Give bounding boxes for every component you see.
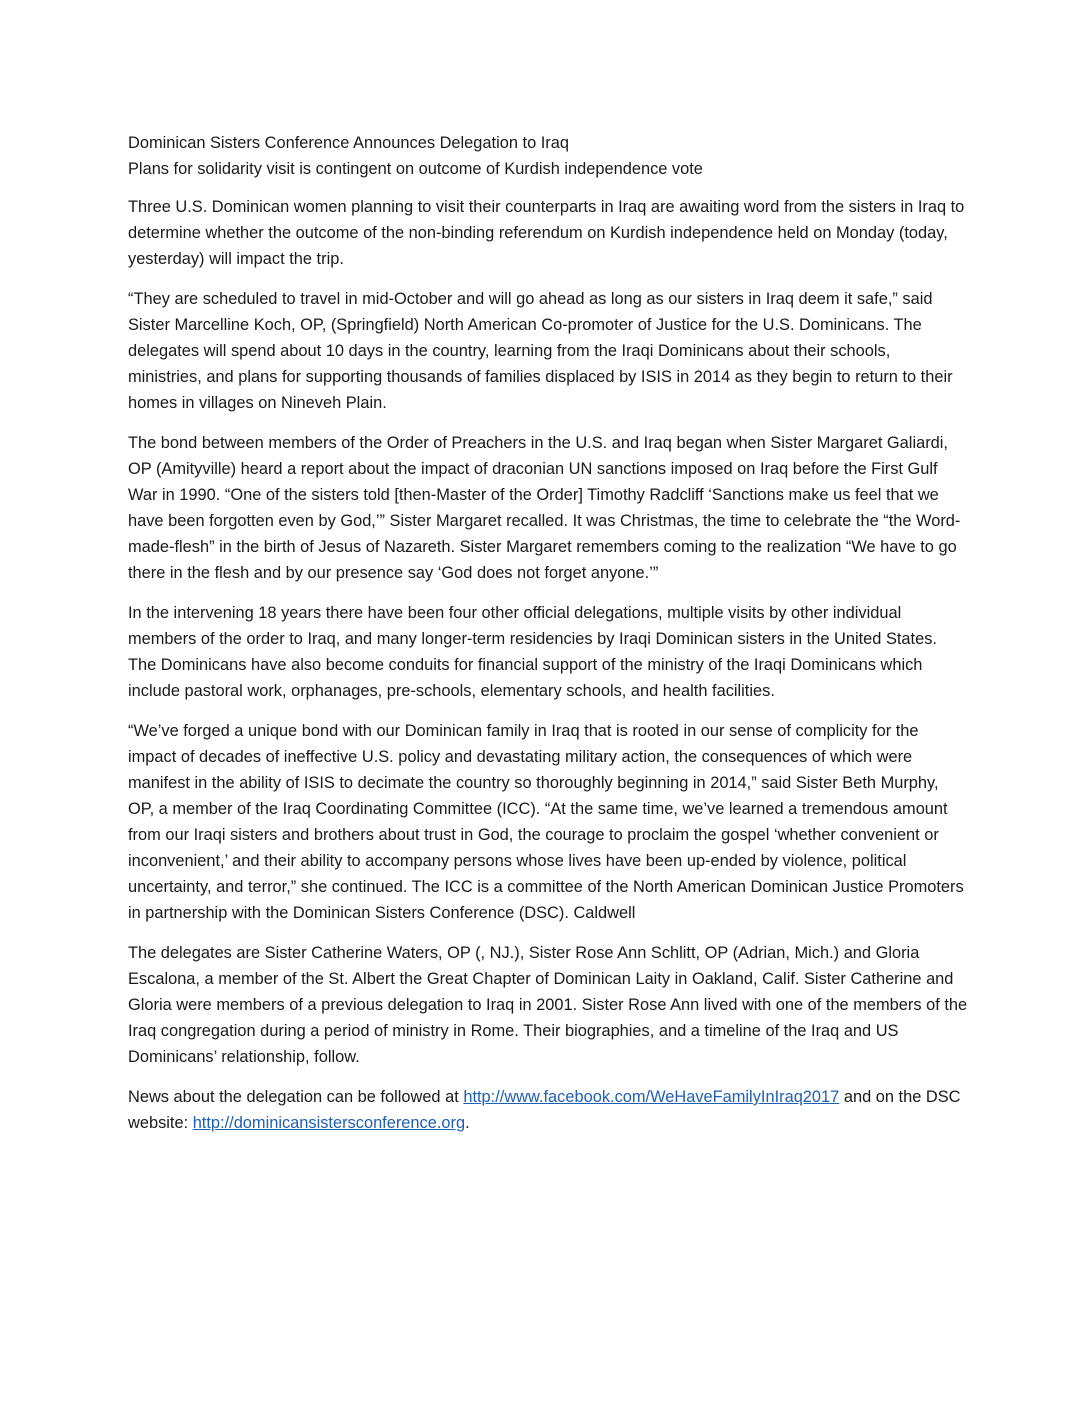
paragraph-delegates: The delegates are Sister Catherine Waters, OP (, NJ.), Sister Rose Ann Schlitt, OP (Adrian, Mich.) and Gloria Escalona, a member of the St. Albert the Great Chapter of Dominican Laity in Oakland, Calif. Sister Catherine and Gloria were members of a previous delegation to Iraq in 2001. Sister Rose Ann lived with one of the members of the Iraq congregation during a period of ministry in Rome. Their biographies, and a timeline of the Iraq and US Dominicans’ relationship, follow. [128,944,968,1066]
document-title: Dominican Sisters Conference Announces Delegation to Iraq [128,134,569,152]
paragraph-closing [128,1084,968,1136]
closing-text-start: News about the delegation can be followed at [128,1088,464,1106]
facebook-link[interactable]: http://www.facebook.com/WeHaveFamilyInIraq2017 [463,1088,840,1106]
paragraph-koch-quote: “They are scheduled to travel in mid-October and will go ahead as long as our sisters in Iraq deem it safe,” said Sister Marcelline Koch, OP, (Springfield) North American Co-promoter of Justice for the U.S. Dominicans. The delegates will spend about 10 days in the country, learning from the Iraqi Dominicans about their schools, ministries, and plans for supporting thousands of families displaced by ISIS in 2014 as they begin to return to their homes in villages on Nineveh Plain. [128,290,953,412]
document-header [128,130,968,182]
paragraph-intervening-years: In the intervening 18 years there have been four other official delegations, multiple visits by other individual members of the order to Iraq, and many longer-term residencies by Iraqi Dominican sisters in the United States. The Dominicans have also become conduits for financial support of the ministry of the Iraqi Dominicans which include pastoral work, orphanages, pre-schools, elementary schools, and health facilities. [128,604,937,700]
paragraph-murphy-quote: “We’ve forged a unique bond with our Dominican family in Iraq that is rooted in our sense of complicity for the impact of decades of ineffective U.S. policy and devastating military action, the consequences of which were manifest in the ability of ISIS to decimate the country so thoroughly beginning in 2014,” said Sister Beth Murphy, OP, a member of the Iraq Coordinating Committee (ICC). “At the same time, we’ve learned a tremendous amount from our Iraqi sisters and brothers about trust in God, the courage to proclaim the gospel ‘whether convenient or inconvenient,’ and their ability to accompany persons whose lives have been up-ended by violence, political uncertainty, and terror,” she continued. The ICC is a committee of the North American Dominican Justice Promoters in partnership with the Dominican Sisters Conference (DSC). Caldwell [128,722,964,922]
closing-text-end: . [465,1114,470,1132]
document-subtitle: Plans for solidarity visit is contingent on outcome of Kurdish independence vote [128,160,703,178]
document-page [128,130,968,1150]
dsc-website-link[interactable]: http://dominicansistersconference.org [192,1114,466,1132]
closing-text-middle: and on the DSC website: [128,1088,961,1132]
paragraph-bond-history: The bond between members of the Order of Preachers in the U.S. and Iraq began when Sister Margaret Galiardi, OP (Amityville) heard a report about the impact of draconian UN sanctions imposed on Iraq before the First Gulf War in 1990. “One of the sisters told [then-Master of the Order] Timothy Radcliff ‘Sanctions make us feel that we have been forgotten even by God,’” Sister Margaret recalled. It was Christmas, the time to celebrate the “the Word-made-flesh” in the birth of Jesus of Nazareth. Sister Margaret remembers coming to the realization “We have to go there in the flesh and by our presence say ‘God does not forget anyone.’” [128,434,961,582]
paragraph-intro: Three U.S. Dominican women planning to visit their counterparts in Iraq are awaiting word from the sisters in Iraq to determine whether the outcome of the non-binding referendum on Kurdish independence held on Monday (today, yesterday) will impact the trip. [128,198,965,268]
